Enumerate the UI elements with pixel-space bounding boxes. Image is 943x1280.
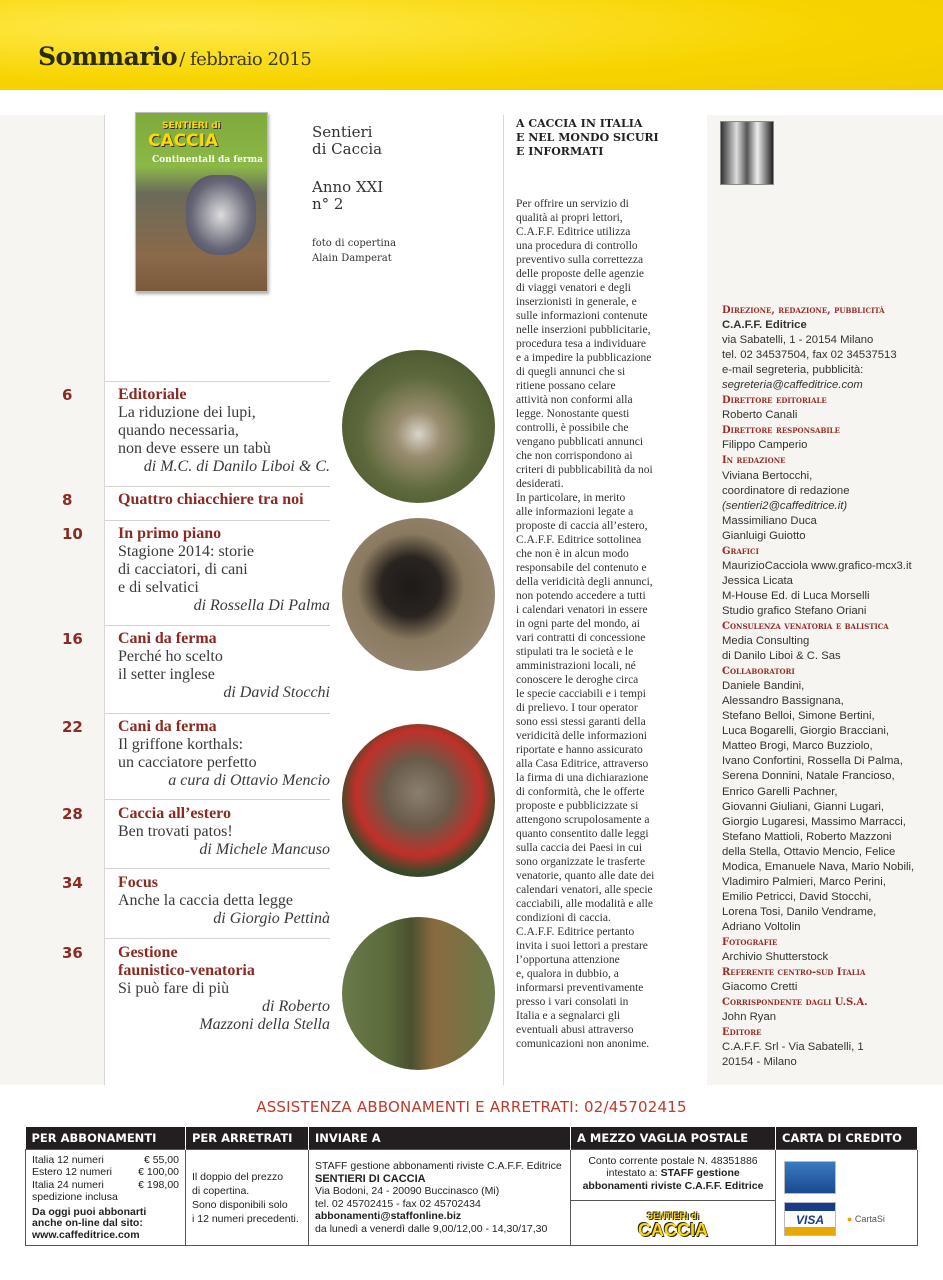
notice-line: calendari venatori, alle specie xyxy=(516,884,653,896)
notice-line: l’opportuna attenzione xyxy=(516,954,620,966)
toc-description: Si può fare di più xyxy=(118,980,230,997)
toc-description: Perché ho scelto il setter inglese xyxy=(118,648,223,683)
postal-holder: STAFF gestione xyxy=(660,1167,740,1179)
toc-description: Ben trovati patos! xyxy=(118,823,233,840)
masthead-heading: Grafici xyxy=(722,545,759,557)
griffon-photo xyxy=(342,724,495,877)
masthead-line: Filippo Camperio xyxy=(722,439,808,452)
subscription-prices xyxy=(26,1150,186,1246)
postal-label: intestato a: xyxy=(606,1167,658,1179)
masthead-line: Media Consulting xyxy=(722,635,810,648)
masthead-line: Roberto Canali xyxy=(722,409,798,422)
masthead-line: Enrico Garelli Pachner, xyxy=(722,785,838,798)
notice-line: responsabile del contenuto e xyxy=(516,562,647,574)
toc-author: di Roberto Mazzoni della Stella xyxy=(199,998,330,1033)
notice-line: sulla caccia dei Paesi in cui xyxy=(516,842,643,854)
cover-logo: SENTIERI di CACCIA xyxy=(148,121,221,151)
col-subscriptions: PER ABBONAMENTI xyxy=(26,1127,186,1150)
toc-divider xyxy=(105,625,330,626)
notice-line: procedura tesa a individuare xyxy=(516,338,646,350)
notice-line: nelle inserzioni pubblicitarie, xyxy=(516,324,651,336)
toc-author: di Rossella Di Palma xyxy=(193,597,330,614)
masthead-heading: Consulenza venatoria e balistica xyxy=(722,620,889,632)
masthead-line: Viviana Bertocchi, xyxy=(722,469,813,482)
notice-line: C.A.F.F. Editrice utilizza xyxy=(516,226,631,238)
masthead-line: tel. 02 34537504, fax 02 34537513 xyxy=(722,349,897,362)
left-panel xyxy=(0,115,105,1085)
price-value: € 198,00 xyxy=(138,1178,179,1191)
notice-line: di conformità, che le offerte xyxy=(516,786,645,798)
masthead-line: della Stella, Ottavio Mencio, Felice xyxy=(722,845,896,858)
notice-line: in ogni parte del mondo, ai xyxy=(516,618,640,630)
notice-line: delle proposte delle agenzie xyxy=(516,268,645,280)
notice-line: di prelievo. I tour operator xyxy=(516,702,638,714)
masthead-heading: Direttore editoriale xyxy=(722,395,827,407)
notice-line: proposte e pubblicizzate si xyxy=(516,800,639,812)
notice-line: C.A.F.F. Editrice pertanto xyxy=(516,926,635,938)
masthead-heading: Fotografie xyxy=(722,936,778,948)
masthead-line: (sentieri2@caffeditrice.it) xyxy=(722,499,848,512)
header-banner xyxy=(0,0,943,90)
price-label: Estero 12 numeri xyxy=(32,1166,112,1179)
toc-divider xyxy=(105,713,330,714)
notice-line: alle informazioni legate a xyxy=(516,506,634,518)
photo-credit: foto di copertina Alain Damperat xyxy=(312,238,397,264)
issue-number: Anno XXI n° 2 xyxy=(312,178,384,213)
notice-line: presso i vari consolati in xyxy=(516,996,629,1008)
shipping-note: spedizione inclusa xyxy=(32,1191,118,1204)
masthead-line: 20154 - Milano xyxy=(722,1056,797,1069)
toc-description: Anche la caccia detta legge xyxy=(118,892,293,909)
send-to-name: SENTIERI DI CACCIA xyxy=(315,1172,426,1185)
send-to-address: Via Bodoni, 24 - 20090 Buccinasco (Mi) xyxy=(315,1185,500,1197)
notice-line: attengono scrupolosamente a xyxy=(516,814,650,826)
masthead-line: Studio grafico Stefano Oriani xyxy=(722,604,867,617)
price-row xyxy=(32,1166,179,1179)
masthead xyxy=(722,303,942,1070)
toc-author: di Michele Mancuso xyxy=(199,841,330,858)
masthead-line: Massimiliano Duca xyxy=(722,514,817,527)
masthead-line: Daniele Bandini, xyxy=(722,680,805,693)
toc-author: di David Stocchi xyxy=(223,684,330,701)
price-value: € 55,00 xyxy=(143,1153,179,1166)
issue-date: / febbraio 2015 xyxy=(179,49,312,70)
toc-divider xyxy=(105,381,330,382)
send-to-email[interactable]: abbonamenti@staffonline.biz xyxy=(315,1210,462,1222)
notice-line: stipulati tra le società e le xyxy=(516,646,634,658)
sentieri-logo: SENTIERI di CACCIA xyxy=(638,1210,708,1240)
notice-body xyxy=(516,197,703,1051)
notice-line: eventuali abusi attraverso xyxy=(516,1024,634,1036)
masthead-line: Archivio Shutterstock xyxy=(722,951,829,964)
toc-page-number: 22 xyxy=(62,718,83,736)
notice-line: controlli, è possibile che xyxy=(516,422,629,434)
toc-page-number: 34 xyxy=(62,874,83,892)
notice-line: inserzionisti in generale, e xyxy=(516,296,637,308)
notice-line: attività non conformi alla xyxy=(516,394,633,406)
masthead-line: Luca Bogarelli, Giorgio Bracciani, xyxy=(722,725,890,738)
masthead-heading: Corrispondente dagli U.S.A. xyxy=(722,997,868,1009)
toc-section: Quattro chiacchiere tra noi xyxy=(118,491,304,508)
notice-line: Italia e a segnalarci gli xyxy=(516,1010,621,1022)
price-value: € 100,00 xyxy=(138,1166,179,1179)
notice-line: venatorie, quanto alle date dei xyxy=(516,870,655,882)
back-issues-info: Il doppio del prezzo di copertina. Sono disponibili solo i 12 numeri precedenti. xyxy=(186,1150,309,1246)
price-row xyxy=(32,1154,179,1167)
gordon-setter-photo xyxy=(342,518,495,671)
notice-column xyxy=(503,115,703,1085)
notice-line: Per offrire un servizio di xyxy=(516,198,629,210)
notice-line: e a impedire la pubblicazione xyxy=(516,352,652,364)
masthead-line: segreteria@caffeditrice.com xyxy=(722,379,863,392)
notice-line: legge. Nonostante questi xyxy=(516,408,630,420)
masthead-line: Giacomo Cretti xyxy=(722,981,798,994)
masthead-line: M-House Ed. di Luca Morselli xyxy=(722,589,870,602)
col-send-to: INVIARE A xyxy=(309,1127,571,1150)
toc-section: In primo piano xyxy=(118,525,222,542)
notice-line: preventivo sulla correttezza xyxy=(516,254,644,266)
toc-page-number: 8 xyxy=(62,491,73,509)
publisher-logo xyxy=(720,121,774,185)
send-to-phone: tel. 02 45702415 - fax 02 45702434 xyxy=(315,1197,481,1210)
toc-section: Cani da ferma xyxy=(118,630,217,647)
notice-line: amministrazioni locali, né xyxy=(516,660,636,672)
title-text: Sommario xyxy=(38,42,178,71)
magazine-name: Sentieri di Caccia xyxy=(312,123,383,158)
notice-line: vari contratti di concessione xyxy=(516,632,646,644)
subscription-heading: ASSISTENZA ABBONAMENTI E ARRETRATI: 02/45702415 xyxy=(256,1098,687,1116)
notice-line: In particolare, in merito xyxy=(516,492,626,504)
toc-page-number: 6 xyxy=(62,386,73,404)
notice-line: i calendari venatori in essere xyxy=(516,604,648,616)
cover-headline: Continentali da ferma xyxy=(152,155,264,165)
notice-line: che non corrispondono ai xyxy=(516,450,633,462)
masthead-line: MaurizioCacciola www.grafico-mcx3.it xyxy=(722,559,912,572)
col-back-issues: PER ARRETRATI xyxy=(186,1127,309,1150)
toc-section: Caccia all’estero xyxy=(118,805,231,822)
toc-divider xyxy=(105,938,330,939)
notice-line: riportate e hanno assicurato xyxy=(516,744,643,756)
postal-info xyxy=(571,1150,776,1246)
notice-line: che non è in alcun modo xyxy=(516,548,629,560)
notice-line: comunicazioni non anonime. xyxy=(516,1038,650,1050)
cartasi-card-icon: ● CartaSi xyxy=(846,1213,885,1224)
masthead-line: e-mail segreteria, pubblicità: xyxy=(722,364,864,377)
masthead-line: coordinatore di redazione xyxy=(722,484,850,497)
notice-line: della veridicità degli annunci, xyxy=(516,576,653,588)
notice-line: ritiene possano celare xyxy=(516,380,616,392)
masthead-heading: Direzione, redazione, pubblicità xyxy=(722,305,885,316)
toc-author: di Giorgio Pettinà xyxy=(213,910,330,927)
notice-line: una procedura di controllo xyxy=(516,240,638,252)
masthead-line: Jessica Licata xyxy=(722,574,793,587)
masthead-line: Modica, Emanuele Nava, Mario Nobili, xyxy=(722,860,915,873)
masthead-heading: In redazione xyxy=(722,455,786,467)
notice-line: conoscere le deroghe circa xyxy=(516,674,639,686)
notice-line: di quegli annunci che si xyxy=(516,366,626,378)
toc-divider xyxy=(105,486,330,487)
toc-page-number: 10 xyxy=(62,525,83,543)
notice-line: sono organizzate le trasferte xyxy=(516,856,646,868)
notice-line: desiderati. xyxy=(516,478,564,490)
masthead-line: Stefano Mattioli, Roberto Mazzoni xyxy=(722,830,892,843)
masthead-line: Vladimiro Palmieri, Marco Perini, xyxy=(722,875,886,888)
masthead-line: C.A.F.F. Srl - Via Sabatelli, 1 xyxy=(722,1041,864,1054)
masthead-line: Gianluigi Guiotto xyxy=(722,529,806,542)
toc-divider xyxy=(105,799,330,800)
masthead-line: di Danilo Liboi & C. Sas xyxy=(722,650,841,663)
toc-section: Editoriale xyxy=(118,386,187,403)
toc-description: La riduzione dei lupi, quando necessaria, non deve essere un tabù xyxy=(118,404,271,457)
send-to-line: STAFF gestione abbonamenti riviste C.A.F.F. Editrice xyxy=(315,1160,562,1172)
page-title xyxy=(38,42,311,71)
notice-line: quanto consentito dalle leggi xyxy=(516,828,649,840)
online-subscription[interactable]: Da oggi puoi abbonarti anche on-line dal sito: www.caffeditrice.com xyxy=(32,1205,147,1241)
notice-line: qualità ai propri lettori, xyxy=(516,212,623,224)
toc-description: Stagione 2014: storie di cacciatori, di cani e di selvatici xyxy=(118,543,254,596)
masthead-line: Adriano Voltolin xyxy=(722,920,801,933)
masthead-line: Alessandro Bassignana, xyxy=(722,695,844,708)
col-postal: A MEZZO VAGLIA POSTALE xyxy=(571,1127,776,1150)
toc-section: Focus xyxy=(118,874,158,891)
masthead-line: Matteo Brogi, Marco Buzziolo, xyxy=(722,740,873,753)
masthead-line: Emilio Petricci, David Stocchi, xyxy=(722,890,872,903)
masthead-line: Ivano Confortini, Rossella Di Palma, xyxy=(722,755,903,768)
masthead-column xyxy=(707,115,943,1085)
notice-line: sulle informazioni contenute xyxy=(516,310,648,322)
masthead-line: Lorena Tosi, Danilo Vendrame, xyxy=(722,905,877,918)
col-credit-card: CARTA DI CREDITO xyxy=(776,1127,918,1150)
cover-dog-photo xyxy=(186,175,256,255)
notice-line: alla Casa Editrice, attraverso xyxy=(516,758,649,770)
notice-line: la firma di una dichiarazione xyxy=(516,772,649,784)
subscription-table xyxy=(25,1127,918,1246)
toc-divider xyxy=(105,520,330,521)
setter-photo xyxy=(342,350,495,503)
toc-section: Cani da ferma xyxy=(118,718,217,735)
notice-line: informarsi preventivamente xyxy=(516,982,644,994)
masthead-line: Giovanni Giuliani, Gianni Lugari, xyxy=(722,800,885,813)
notice-line: veridicità delle informazioni xyxy=(516,730,647,742)
send-to-hours: da lunedì a venerdì dalle 9,00/12,00 - 14,30/17,30 xyxy=(315,1222,548,1235)
notice-line: sono essi stessi garanti della xyxy=(516,716,646,728)
toc-divider xyxy=(105,868,330,869)
masthead-line: C.A.F.F. Editrice xyxy=(722,319,807,332)
masthead-line: Serena Donnini, Natale Francioso, xyxy=(722,770,895,783)
send-to-info xyxy=(309,1150,571,1246)
notice-line: non potendo accedere a tutti xyxy=(516,590,646,602)
amex-card-icon xyxy=(784,1161,836,1194)
masthead-line: Stefano Belloi, Simone Bertini, xyxy=(722,710,875,723)
notice-line: C.A.F.F. Editrice sottolinea xyxy=(516,534,642,546)
masthead-heading: Referente centro-sud Italia xyxy=(722,967,866,979)
notice-line: di viaggi venatori e degli xyxy=(516,282,631,294)
toc-page-number: 36 xyxy=(62,944,83,962)
postal-holder-2: abbonamenti riviste C.A.F.F. Editrice xyxy=(582,1179,764,1192)
notice-line: invita i suoi lettori a prestare xyxy=(516,940,648,952)
toc-author: a cura di Ottavio Mencio xyxy=(168,772,330,789)
notice-title: A CACCIA IN ITALIA E NEL MONDO SICURI E INFORMATI xyxy=(516,117,659,158)
hunter-photo xyxy=(342,917,495,1070)
notice-line: le specie cacciabili e i tempi xyxy=(516,688,646,700)
notice-line: condizioni di caccia. xyxy=(516,912,611,924)
masthead-heading: Editore xyxy=(722,1027,762,1039)
masthead-heading: Collaboratori xyxy=(722,666,795,678)
masthead-line: Giorgio Lugaresi, Massimo Marracci, xyxy=(722,815,906,828)
notice-line: e, qualora in dubbio, a xyxy=(516,968,619,980)
visa-card-icon: VISA xyxy=(784,1202,836,1236)
credit-cards xyxy=(776,1150,918,1246)
cover-image xyxy=(135,112,268,292)
notice-line: cacciabili, alle modalità e alle xyxy=(516,898,653,910)
toc-section: Gestione faunistico-venatoria xyxy=(118,944,255,979)
masthead-line: John Ryan xyxy=(722,1011,777,1024)
masthead-heading: Direttore responsabile xyxy=(722,425,840,437)
notice-line: criteri di pubblicabilità da noi xyxy=(516,464,653,476)
postal-account: Conto corrente postale N. 48351886 xyxy=(588,1154,758,1167)
toc-description: Il griffone korthals: un cacciatore perfetto xyxy=(118,736,257,771)
price-label: Italia 24 numeri xyxy=(32,1178,104,1191)
price-row xyxy=(32,1179,179,1192)
price-label: Italia 12 numeri xyxy=(32,1153,104,1166)
notice-line: vengano pubblicati annunci xyxy=(516,436,644,448)
notice-line: proposte di caccia all’estero, xyxy=(516,520,648,532)
toc-page-number: 16 xyxy=(62,630,83,648)
toc-page-number: 28 xyxy=(62,805,83,823)
masthead-line: via Sabatelli, 1 - 20154 Milano xyxy=(722,334,874,347)
toc-author: di M.C. di Danilo Liboi & C. xyxy=(143,458,330,475)
